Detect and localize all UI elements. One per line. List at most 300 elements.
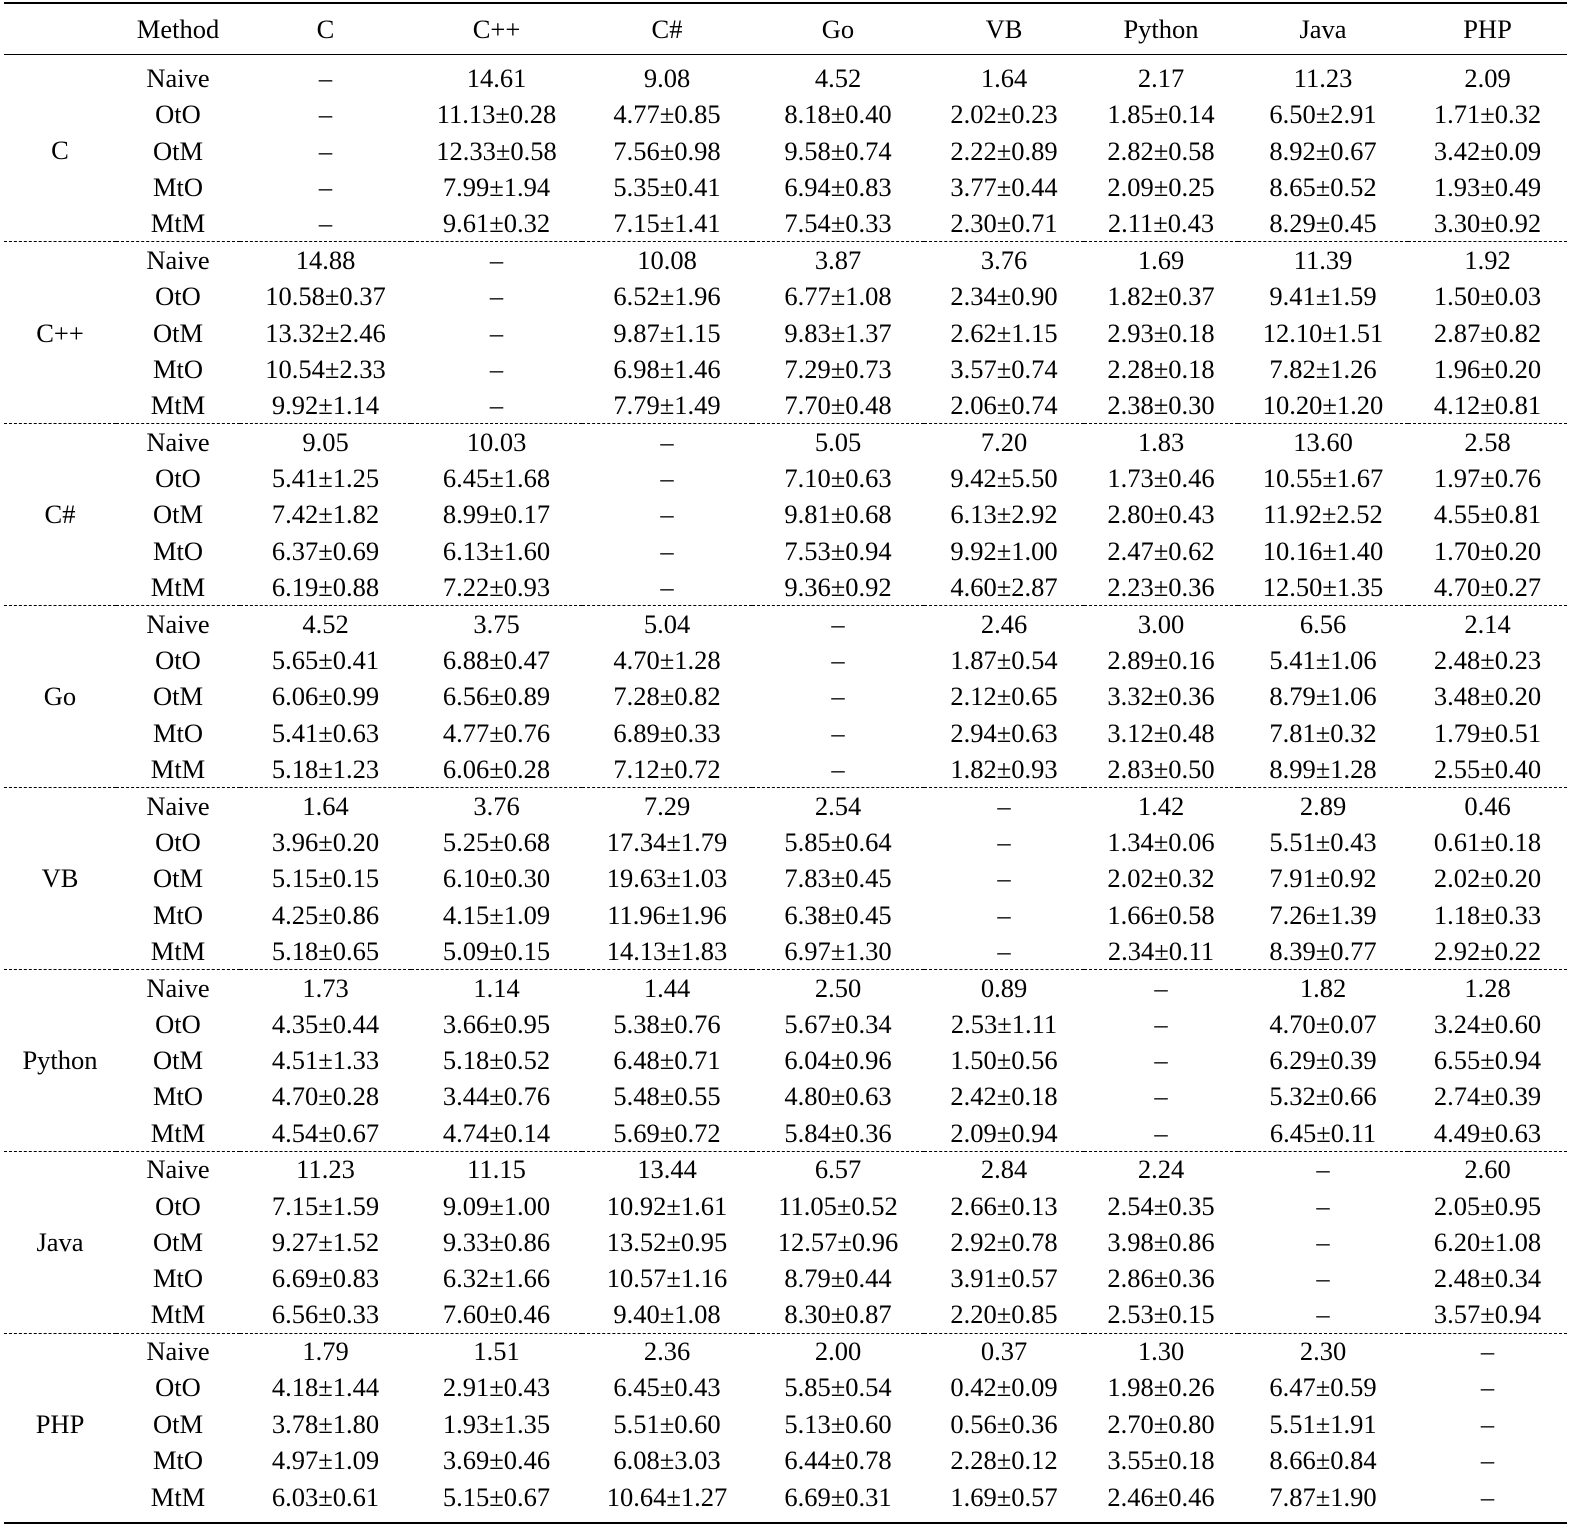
value-cell: 1.96±0.20 xyxy=(1433,353,1542,384)
value-cell: 7.15±1.41 xyxy=(613,208,721,239)
value-cell: – xyxy=(924,788,1084,824)
value-cell: 9.05 xyxy=(240,424,411,460)
value-cell: 2.89 xyxy=(1238,788,1408,824)
method-cell: OtM xyxy=(152,1226,204,1257)
value-cell: 2.54±0.35 xyxy=(1107,1190,1215,1221)
value-cell: 1.73±0.46 xyxy=(1107,463,1215,494)
value-cell: 7.10±0.63 xyxy=(784,463,892,494)
value-cell: 2.02±0.23 xyxy=(950,99,1058,130)
value-cell: 1.92 xyxy=(1408,242,1567,278)
value-cell: 4.35±0.44 xyxy=(271,1008,380,1039)
value-cell: 9.08 xyxy=(643,62,691,93)
value-cell: 5.15±0.67 xyxy=(442,1481,551,1512)
method-cell: OtO xyxy=(155,463,201,494)
value-cell: 8.30±0.87 xyxy=(784,1299,892,1330)
value-cell: 6.88±0.47 xyxy=(442,644,551,675)
value-cell: 1.50±0.56 xyxy=(950,1045,1058,1076)
value-cell: 3.75 xyxy=(411,606,582,642)
source-language-label: C++ xyxy=(4,242,116,424)
value-cell: 7.20 xyxy=(924,424,1084,460)
value-cell: 4.15±1.09 xyxy=(442,899,551,930)
value-cell: 4.51±1.33 xyxy=(271,1045,380,1076)
table-row xyxy=(4,424,1567,460)
value-cell: 2.48±0.23 xyxy=(1433,644,1542,675)
value-cell: 5.51±1.91 xyxy=(1269,1408,1377,1439)
value-cell: 8.18±0.40 xyxy=(784,99,892,130)
value-cell: 2.58 xyxy=(1408,424,1567,460)
value-cell: 1.30 xyxy=(1084,1333,1238,1369)
value-cell: 2.94±0.63 xyxy=(950,717,1058,748)
value-cell: 2.34±0.90 xyxy=(950,281,1058,312)
value-cell: 8.29±0.45 xyxy=(1269,208,1377,239)
source-language-label: Go xyxy=(4,606,116,788)
value-cell: 1.50±0.03 xyxy=(1433,281,1542,312)
value-cell: – xyxy=(831,681,845,712)
value-cell: 5.13±0.60 xyxy=(784,1408,892,1439)
table-row xyxy=(4,133,1567,169)
value-cell: 9.33±0.86 xyxy=(442,1226,551,1257)
value-cell: 6.29±0.39 xyxy=(1269,1045,1377,1076)
value-cell: 7.54±0.33 xyxy=(784,208,892,239)
value-cell: 1.14 xyxy=(411,969,582,1005)
value-cell: 3.98±0.86 xyxy=(1107,1226,1215,1257)
value-cell: 10.92±1.61 xyxy=(606,1190,728,1221)
value-cell: 5.25±0.68 xyxy=(442,826,551,857)
source-language-label: PHP xyxy=(4,1333,116,1515)
value-cell: 6.38±0.45 xyxy=(784,899,892,930)
value-cell: 4.52 xyxy=(240,606,411,642)
value-cell: 5.85±0.64 xyxy=(784,826,892,857)
value-cell: 6.13±2.92 xyxy=(950,499,1058,530)
value-cell: 3.30±0.92 xyxy=(1433,208,1542,239)
value-cell: 6.56±0.33 xyxy=(271,1299,380,1330)
value-cell: 13.52±0.95 xyxy=(606,1226,728,1257)
value-cell: – xyxy=(1316,1299,1330,1330)
value-cell: 11.39 xyxy=(1238,242,1408,278)
value-cell: 3.44±0.76 xyxy=(442,1081,551,1112)
table-row xyxy=(4,788,1567,824)
value-cell: – xyxy=(1154,1008,1168,1039)
value-cell: 7.15±1.59 xyxy=(271,1190,380,1221)
value-cell: – xyxy=(1316,1263,1330,1294)
value-cell: 7.29 xyxy=(582,788,752,824)
value-cell: 7.91±0.92 xyxy=(1269,863,1377,894)
value-cell: 11.13±0.28 xyxy=(436,99,557,130)
value-cell: 7.42±1.82 xyxy=(271,499,380,530)
value-cell: 7.79±1.49 xyxy=(613,390,721,421)
value-cell: 6.08±3.03 xyxy=(613,1445,721,1476)
results-table xyxy=(4,2,1567,1524)
value-cell: 1.85±0.14 xyxy=(1107,99,1215,130)
value-cell: 3.00 xyxy=(1084,606,1238,642)
value-cell: 10.57±1.16 xyxy=(606,1263,728,1294)
value-cell: – xyxy=(1480,1445,1495,1476)
method-cell: Naive xyxy=(116,242,240,278)
value-cell: 2.12±0.65 xyxy=(950,681,1058,712)
value-cell: 10.20±1.20 xyxy=(1262,390,1384,421)
value-cell: 2.09±0.94 xyxy=(950,1117,1058,1148)
value-cell: 8.39±0.77 xyxy=(1269,935,1377,966)
value-cell: 4.70±0.27 xyxy=(1433,571,1542,602)
value-cell: 4.18±1.44 xyxy=(271,1372,380,1403)
value-cell: 1.71±0.32 xyxy=(1433,99,1542,130)
value-cell: 9.58±0.74 xyxy=(784,135,892,166)
value-cell: 9.42±5.50 xyxy=(950,463,1058,494)
value-cell: 6.52±1.96 xyxy=(613,281,721,312)
table-row xyxy=(4,242,1567,278)
method-cell: MtM xyxy=(150,753,206,784)
value-cell: 13.32±2.46 xyxy=(265,317,386,348)
method-cell: OtO xyxy=(155,644,201,675)
value-cell: 4.25±0.86 xyxy=(271,899,380,930)
value-cell: 2.20±0.85 xyxy=(950,1299,1058,1330)
value-cell: 6.20±1.08 xyxy=(1433,1226,1542,1257)
value-cell: 2.89±0.16 xyxy=(1107,644,1215,675)
value-cell: 2.84 xyxy=(924,1151,1084,1187)
method-cell: MtO xyxy=(152,172,204,203)
value-cell: – xyxy=(660,463,674,494)
value-cell: 5.85±0.54 xyxy=(784,1372,892,1403)
value-cell: 1.64 xyxy=(980,62,1028,93)
value-cell: 9.36±0.92 xyxy=(784,571,892,602)
method-cell: OtO xyxy=(155,826,201,857)
table-row xyxy=(4,1260,1567,1296)
table-row xyxy=(4,969,1567,1005)
value-cell: 4.49±0.63 xyxy=(1433,1117,1542,1148)
table-row xyxy=(4,1006,1567,1042)
value-cell: 2.70±0.80 xyxy=(1107,1408,1215,1439)
method-cell: MtO xyxy=(152,899,204,930)
value-cell: 2.06±0.74 xyxy=(950,390,1058,421)
value-cell: 6.45±1.68 xyxy=(442,463,551,494)
table-row xyxy=(4,715,1567,751)
value-cell: 5.05 xyxy=(752,424,924,460)
value-cell: 10.03 xyxy=(411,424,582,460)
value-cell: 14.88 xyxy=(240,242,411,278)
value-cell: 11.23 xyxy=(1293,62,1353,93)
value-cell: 3.55±0.18 xyxy=(1107,1445,1215,1476)
method-cell: OtO xyxy=(155,1190,201,1221)
value-cell: 8.79±0.44 xyxy=(784,1263,892,1294)
value-cell: 4.12±0.81 xyxy=(1433,390,1542,421)
value-cell: 3.57±0.74 xyxy=(950,353,1058,384)
value-cell: 9.09±1.00 xyxy=(442,1190,551,1221)
method-cell: MtO xyxy=(152,1445,204,1476)
value-cell: 7.28±0.82 xyxy=(613,681,721,712)
value-cell: 0.42±0.09 xyxy=(950,1372,1058,1403)
value-cell: 9.87±1.15 xyxy=(613,317,721,348)
value-cell: 5.84±0.36 xyxy=(784,1117,892,1148)
method-cell: MtM xyxy=(150,571,206,602)
value-cell: 19.63±1.03 xyxy=(606,863,728,894)
value-cell: 9.61±0.32 xyxy=(442,208,551,239)
value-cell: 1.82 xyxy=(1238,969,1408,1005)
value-cell: – xyxy=(660,499,674,530)
value-cell: 1.28 xyxy=(1408,969,1567,1005)
table-row xyxy=(4,606,1567,642)
value-cell: 6.48±0.71 xyxy=(613,1045,721,1076)
column-header: PHP xyxy=(1463,13,1512,44)
value-cell: 2.34±0.11 xyxy=(1107,935,1215,966)
value-cell: 14.61 xyxy=(466,62,527,93)
source-language-label: Python xyxy=(4,969,116,1151)
value-cell: 2.00 xyxy=(752,1333,924,1369)
value-cell: 3.91±0.57 xyxy=(950,1263,1058,1294)
value-cell: 11.96±1.96 xyxy=(607,899,727,930)
value-cell: 11.05±0.52 xyxy=(778,1190,898,1221)
value-cell: 6.06±0.28 xyxy=(442,753,551,784)
table-row xyxy=(4,351,1567,387)
value-cell: 3.76 xyxy=(411,788,582,824)
value-cell: 4.70±0.07 xyxy=(1269,1008,1377,1039)
table-row xyxy=(4,860,1567,896)
method-cell: Naive xyxy=(116,1151,240,1187)
value-cell: 2.09±0.25 xyxy=(1107,172,1215,203)
value-cell: 10.08 xyxy=(582,242,752,278)
value-cell: 2.24 xyxy=(1084,1151,1238,1187)
table-body xyxy=(4,54,1567,1523)
value-cell: 2.02±0.32 xyxy=(1107,863,1215,894)
value-cell: 6.03±0.61 xyxy=(271,1481,380,1512)
value-cell: 2.53±1.11 xyxy=(950,1008,1058,1039)
value-cell: 5.15±0.15 xyxy=(271,863,380,894)
value-cell: 2.92±0.78 xyxy=(950,1226,1058,1257)
method-cell: MtM xyxy=(150,1299,206,1330)
table-row xyxy=(4,206,1567,242)
table-row xyxy=(4,678,1567,714)
value-cell: 7.70±0.48 xyxy=(784,390,892,421)
method-cell: OtO xyxy=(155,1372,201,1403)
value-cell: 5.67±0.34 xyxy=(784,1008,892,1039)
method-cell: MtO xyxy=(152,1081,204,1112)
value-cell: 1.79±0.51 xyxy=(1433,717,1542,748)
value-cell: – xyxy=(1154,1117,1168,1148)
value-cell: 8.65±0.52 xyxy=(1269,172,1377,203)
table-row xyxy=(4,1224,1567,1260)
value-cell: 6.06±0.99 xyxy=(271,681,380,712)
value-cell: 6.57 xyxy=(752,1151,924,1187)
value-cell: 5.48±0.55 xyxy=(613,1081,721,1112)
value-cell: 1.42 xyxy=(1084,788,1238,824)
value-cell: 6.45±0.43 xyxy=(613,1372,721,1403)
value-cell: 5.41±0.63 xyxy=(271,717,380,748)
value-cell: 6.04±0.96 xyxy=(784,1045,892,1076)
value-cell: 6.56±0.89 xyxy=(442,681,551,712)
value-cell: 5.41±1.06 xyxy=(1269,644,1377,675)
value-cell: 2.82±0.58 xyxy=(1107,135,1215,166)
value-cell: 5.18±1.23 xyxy=(271,753,380,784)
value-cell: 1.34±0.06 xyxy=(1107,826,1215,857)
value-cell: – xyxy=(660,571,674,602)
table-row xyxy=(4,1370,1567,1406)
value-cell: 4.60±2.87 xyxy=(950,571,1058,602)
table-row xyxy=(4,460,1567,496)
value-cell: 2.02±0.20 xyxy=(1433,863,1542,894)
value-cell: 0.89 xyxy=(924,969,1084,1005)
value-cell: 3.48±0.20 xyxy=(1433,681,1542,712)
value-cell: 1.70±0.20 xyxy=(1433,535,1542,566)
method-cell: OtM xyxy=(152,317,204,348)
table-row xyxy=(4,1479,1567,1515)
method-cell: OtM xyxy=(152,863,204,894)
value-cell: 7.60±0.46 xyxy=(442,1299,551,1330)
value-cell: 1.79 xyxy=(240,1333,411,1369)
value-cell: 2.83±0.50 xyxy=(1107,753,1215,784)
value-cell: 1.69 xyxy=(1084,242,1238,278)
value-cell: 1.18±0.33 xyxy=(1433,899,1542,930)
method-cell: OtM xyxy=(152,681,204,712)
value-cell: 1.87±0.54 xyxy=(950,644,1058,675)
method-cell: MtM xyxy=(150,390,206,421)
table-header xyxy=(4,3,1567,54)
value-cell: 0.46 xyxy=(1408,788,1567,824)
column-header: VB xyxy=(985,13,1023,44)
method-cell: OtO xyxy=(155,1008,201,1039)
value-cell: – xyxy=(1154,1081,1168,1112)
value-cell: 2.23±0.36 xyxy=(1107,571,1215,602)
value-cell: 1.82±0.93 xyxy=(950,753,1058,784)
value-cell: 2.91±0.43 xyxy=(442,1372,551,1403)
value-cell: 1.93±1.35 xyxy=(442,1408,551,1439)
value-cell: 5.51±0.60 xyxy=(613,1408,721,1439)
value-cell: 5.38±0.76 xyxy=(613,1008,721,1039)
value-cell: 5.09±0.15 xyxy=(442,935,551,966)
value-cell: – xyxy=(318,208,333,239)
value-cell: 7.83±0.45 xyxy=(784,863,892,894)
method-cell: MtO xyxy=(152,1263,204,1294)
source-language-label: VB xyxy=(4,788,116,970)
value-cell: 3.96±0.20 xyxy=(271,826,380,857)
value-cell: 1.83 xyxy=(1084,424,1238,460)
value-cell: 8.79±1.06 xyxy=(1269,681,1377,712)
value-cell: 2.54 xyxy=(752,788,924,824)
value-cell: – xyxy=(1480,1481,1495,1512)
value-cell: 2.87±0.82 xyxy=(1433,317,1542,348)
value-cell: 8.99±1.28 xyxy=(1269,753,1377,784)
value-cell: 6.32±1.66 xyxy=(442,1263,551,1294)
value-cell: 6.10±0.30 xyxy=(442,863,551,894)
value-cell: – xyxy=(1154,1045,1168,1076)
method-cell: MtO xyxy=(152,353,204,384)
value-cell: 7.26±1.39 xyxy=(1269,899,1377,930)
value-cell: – xyxy=(318,135,333,166)
table-row xyxy=(4,315,1567,351)
value-cell: – xyxy=(997,826,1011,857)
value-cell: – xyxy=(997,935,1011,966)
table-row xyxy=(4,569,1567,605)
method-cell: Naive xyxy=(116,788,240,824)
value-cell: 4.55±0.81 xyxy=(1433,499,1542,530)
value-cell: 10.64±1.27 xyxy=(606,1481,728,1512)
value-cell: – xyxy=(318,99,333,130)
table-row xyxy=(4,1151,1567,1187)
value-cell: 4.54±0.67 xyxy=(271,1117,380,1148)
value-cell: 2.53±0.15 xyxy=(1107,1299,1215,1330)
source-language-label: Java xyxy=(4,1151,116,1333)
table-row xyxy=(4,1115,1567,1151)
table-row xyxy=(4,1333,1567,1369)
method-cell: MtM xyxy=(150,1481,206,1512)
value-cell: 6.13±1.60 xyxy=(442,535,551,566)
value-cell: 6.69±0.31 xyxy=(784,1481,892,1512)
value-cell: 2.46±0.46 xyxy=(1107,1481,1215,1512)
value-cell: – xyxy=(1480,1408,1495,1439)
value-cell: 17.34±1.79 xyxy=(606,826,728,857)
value-cell: 0.37 xyxy=(924,1333,1084,1369)
method-cell: MtM xyxy=(150,935,206,966)
value-cell: 2.09 xyxy=(1464,62,1511,93)
value-cell: 2.42±0.18 xyxy=(950,1081,1058,1112)
value-cell: 7.56±0.98 xyxy=(613,135,721,166)
value-cell: – xyxy=(489,317,504,348)
value-cell: 7.81±0.32 xyxy=(1269,717,1377,748)
value-cell: 13.60 xyxy=(1238,424,1408,460)
header-row xyxy=(4,3,1567,54)
table-row xyxy=(4,1406,1567,1442)
value-cell: 6.37±0.69 xyxy=(271,535,380,566)
table-row xyxy=(4,1042,1567,1078)
value-cell: 2.50 xyxy=(752,969,924,1005)
value-cell: 3.69±0.46 xyxy=(442,1445,551,1476)
value-cell: 8.66±0.84 xyxy=(1269,1445,1377,1476)
value-cell: 2.48±0.34 xyxy=(1433,1263,1542,1294)
value-cell: 6.45±0.11 xyxy=(1269,1117,1377,1148)
value-cell: 6.44±0.78 xyxy=(784,1445,892,1476)
value-cell: 2.86±0.36 xyxy=(1107,1263,1215,1294)
method-cell: Naive xyxy=(116,424,240,460)
value-cell: 1.64 xyxy=(240,788,411,824)
value-cell: 7.53±0.94 xyxy=(784,535,892,566)
column-header: C xyxy=(316,13,335,44)
value-cell: 9.92±1.14 xyxy=(271,390,380,421)
value-cell: 6.19±0.88 xyxy=(271,571,380,602)
value-cell: 7.87±1.90 xyxy=(1269,1481,1377,1512)
value-cell: 10.16±1.40 xyxy=(1262,535,1384,566)
value-cell: 3.42±0.09 xyxy=(1433,135,1542,166)
value-cell: 4.97±1.09 xyxy=(271,1445,380,1476)
value-cell: 1.69±0.57 xyxy=(950,1481,1058,1512)
value-cell: – xyxy=(752,606,924,642)
table-row xyxy=(4,933,1567,969)
table-row xyxy=(4,1442,1567,1478)
value-cell: 6.97±1.30 xyxy=(784,935,892,966)
value-cell: 5.18±0.52 xyxy=(442,1045,551,1076)
value-cell: 12.10±1.51 xyxy=(1262,317,1384,348)
method-cell: MtM xyxy=(150,1117,206,1148)
value-cell: – xyxy=(997,899,1011,930)
column-header: C++ xyxy=(472,13,521,44)
value-cell: 9.27±1.52 xyxy=(271,1226,380,1257)
value-cell: 2.47±0.62 xyxy=(1107,535,1215,566)
value-cell: – xyxy=(489,353,504,384)
table-row xyxy=(4,169,1567,205)
value-cell: – xyxy=(1316,1190,1330,1221)
value-cell: 5.32±0.66 xyxy=(1269,1081,1377,1112)
value-cell: 9.81±0.68 xyxy=(784,499,892,530)
value-cell: 3.57±0.94 xyxy=(1433,1299,1542,1330)
value-cell: 3.32±0.36 xyxy=(1107,681,1215,712)
value-cell: 4.70±1.28 xyxy=(613,644,721,675)
source-language-label: C# xyxy=(4,424,116,606)
value-cell: 9.83±1.37 xyxy=(784,317,892,348)
value-cell: 1.66±0.58 xyxy=(1107,899,1215,930)
method-cell: OtO xyxy=(155,281,201,312)
value-cell: 2.60 xyxy=(1408,1151,1567,1187)
method-cell: OtM xyxy=(152,1408,204,1439)
value-cell: – xyxy=(411,242,582,278)
value-cell: 6.55±0.94 xyxy=(1433,1045,1542,1076)
value-cell: 3.12±0.48 xyxy=(1107,717,1215,748)
